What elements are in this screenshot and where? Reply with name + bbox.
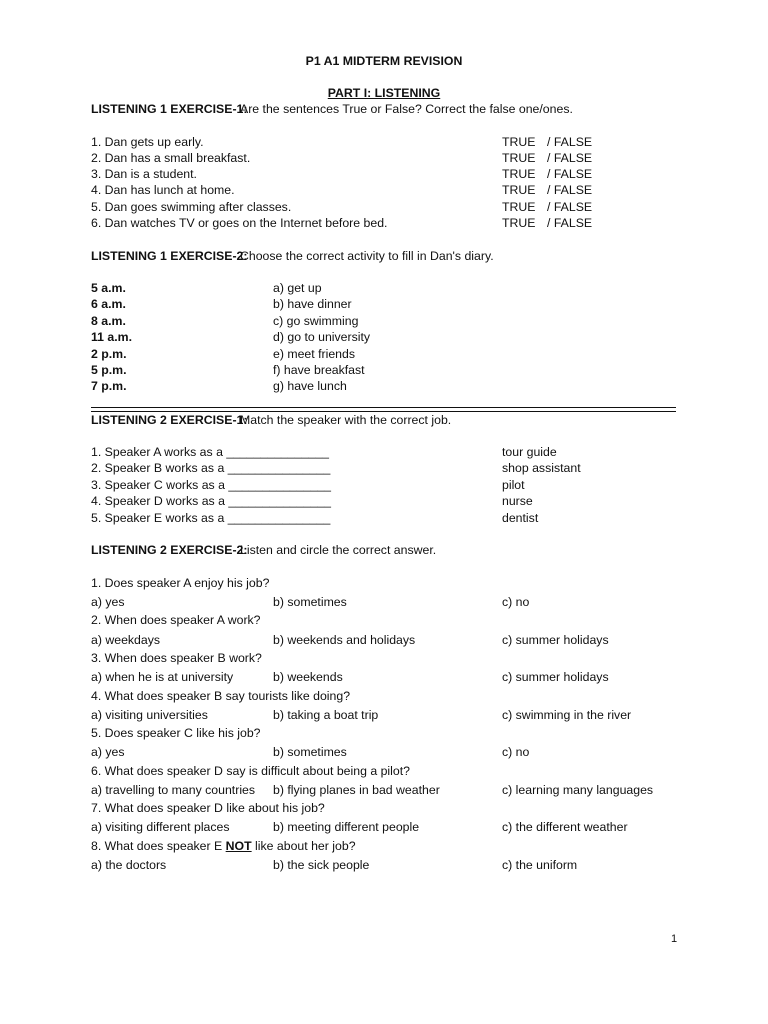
question-label: 5. Does speaker C like his job? <box>91 726 261 740</box>
question-label: 2. When does speaker A work? <box>91 613 261 627</box>
match-row <box>91 460 691 476</box>
answer-row <box>91 857 691 873</box>
answer-c[interactable]: c) the different weather <box>502 820 628 834</box>
answer-c[interactable]: c) learning many languages <box>502 783 654 797</box>
match-item[interactable]: 1. Speaker A works as a _______________ <box>91 445 329 459</box>
false-option[interactable]: / FALSE <box>547 183 593 197</box>
diary-row <box>91 346 691 362</box>
question-label: 6. What does speaker D say is difficult about being a pilot? <box>91 764 410 778</box>
answer-a[interactable]: a) the doctors <box>91 858 167 872</box>
answer-b[interactable]: b) weekends and holidays <box>273 633 416 647</box>
q8-pre: 8. What does speaker E <box>91 839 226 853</box>
question-label: 4. What does speaker B say tourists like doing? <box>91 689 351 703</box>
ex1-item <box>91 215 691 231</box>
q8-post: like about her job? <box>251 839 356 853</box>
ex4-heading <box>91 542 691 558</box>
question-label: 3. When does speaker B work? <box>91 651 262 665</box>
ex4-instruction: Listen and circle the correct answer. <box>240 543 437 557</box>
ex1-item-text: 3. Dan is a student. <box>91 167 197 181</box>
job-option: nurse <box>502 494 533 508</box>
answer-a[interactable]: a) yes <box>91 595 125 609</box>
answer-a[interactable]: a) yes <box>91 745 125 759</box>
diary-activity: a) get up <box>273 281 322 295</box>
diary-time: 5 p.m. <box>91 363 127 377</box>
answer-a[interactable]: a) travelling to many countries <box>91 783 256 797</box>
diary-time: 6 a.m. <box>91 297 126 311</box>
question-text <box>91 763 691 779</box>
ex1-item-text: 1. Dan gets up early. <box>91 135 204 149</box>
ex3-instruction: Match the speaker with the correct job. <box>240 413 452 427</box>
ex2-heading <box>91 248 691 264</box>
answer-c[interactable]: c) swimming in the river <box>502 708 632 722</box>
true-option[interactable]: TRUE <box>502 183 536 197</box>
diary-time: 8 a.m. <box>91 314 126 328</box>
diary-activity: d) go to university <box>273 330 371 344</box>
ex2-instruction: Choose the correct activity to fill in Dan's diary. <box>240 249 494 263</box>
page-number: 1 <box>671 933 678 945</box>
true-option[interactable]: TRUE <box>502 167 536 181</box>
diary-row <box>91 296 691 312</box>
answer-c[interactable]: c) no <box>502 745 530 759</box>
diary-time: 2 p.m. <box>91 347 127 361</box>
diary-activity: f) have breakfast <box>273 363 365 377</box>
answer-b[interactable]: b) the sick people <box>273 858 370 872</box>
question-text <box>91 650 691 666</box>
diary-activity: g) have lunch <box>273 379 347 393</box>
match-row <box>91 444 691 460</box>
answer-b[interactable]: b) sometimes <box>273 745 347 759</box>
question-text <box>91 612 691 628</box>
true-option[interactable]: TRUE <box>502 216 536 230</box>
answer-b[interactable]: b) sometimes <box>273 595 347 609</box>
diary-time: 5 a.m. <box>91 281 126 295</box>
question-text <box>91 575 691 591</box>
ex1-heading <box>91 101 691 117</box>
match-row <box>91 493 691 509</box>
ex1-item <box>91 134 691 150</box>
question-text <box>91 688 691 704</box>
ex4-label: LISTENING 2 EXERCISE-2: <box>91 543 248 557</box>
answer-row <box>91 707 691 723</box>
false-option[interactable]: / FALSE <box>547 135 593 149</box>
q8-emphasis: NOT <box>225 839 252 853</box>
true-option[interactable]: TRUE <box>502 151 536 165</box>
match-item[interactable]: 2. Speaker B works as a _______________ <box>91 461 331 475</box>
false-option[interactable]: / FALSE <box>547 167 593 181</box>
question-label: 7. What does speaker D like about his job? <box>91 801 325 815</box>
question-text <box>91 838 691 854</box>
ex1-item <box>91 150 691 166</box>
answer-row <box>91 744 691 760</box>
ex1-item <box>91 166 691 182</box>
diary-row <box>91 313 691 329</box>
match-item[interactable]: 3. Speaker C works as a _______________ <box>91 478 331 492</box>
job-option: tour guide <box>502 445 557 459</box>
diary-time: 11 a.m. <box>91 330 133 344</box>
ex1-item-text: 6. Dan watches TV or goes on the Internet before bed. <box>91 216 388 230</box>
false-option[interactable]: / FALSE <box>547 151 593 165</box>
answer-c[interactable]: c) summer holidays <box>502 670 609 684</box>
job-option: shop assistant <box>502 461 581 475</box>
ex1-label: LISTENING 1 EXERCISE-1: <box>91 102 248 116</box>
diary-row <box>91 280 691 296</box>
answer-b[interactable]: b) meeting different people <box>273 820 420 834</box>
diary-activity: e) meet friends <box>273 347 356 361</box>
ex3-heading <box>91 412 691 428</box>
ex1-item <box>91 182 691 198</box>
answer-a[interactable]: a) visiting different places <box>91 820 230 834</box>
ex3-label: LISTENING 2 EXERCISE-1: <box>91 413 248 427</box>
answer-c[interactable]: c) no <box>502 595 530 609</box>
diary-row <box>91 362 691 378</box>
match-item[interactable]: 4. Speaker D works as a _______________ <box>91 494 331 508</box>
ex1-item <box>91 199 691 215</box>
false-option[interactable]: / FALSE <box>547 216 593 230</box>
ex1-item-text: 4. Dan has lunch at home. <box>91 183 235 197</box>
match-row <box>91 477 691 493</box>
diary-activity: c) go swimming <box>273 314 359 328</box>
answer-row <box>91 669 691 685</box>
ex1-item-text: 2. Dan has a small breakfast. <box>91 151 251 165</box>
question-label: 1. Does speaker A enjoy his job? <box>91 576 270 590</box>
answer-b[interactable]: b) flying planes in bad weather <box>273 783 440 797</box>
question-text <box>91 725 691 741</box>
match-item[interactable]: 5. Speaker E works as a _______________ <box>91 511 331 525</box>
true-option[interactable]: TRUE <box>502 135 536 149</box>
answer-row <box>91 782 691 798</box>
ex1-item-text: 5. Dan goes swimming after classes. <box>91 200 292 214</box>
job-option: pilot <box>502 478 525 492</box>
match-row <box>91 510 691 526</box>
diary-row <box>91 329 691 345</box>
answer-row <box>91 632 691 648</box>
ex2-label: LISTENING 1 EXERCISE-2: <box>91 249 248 263</box>
answer-a[interactable]: a) weekdays <box>91 633 161 647</box>
diary-time: 7 p.m. <box>91 379 127 393</box>
question-text <box>91 800 691 816</box>
answer-a[interactable]: a) visiting universities <box>91 708 208 722</box>
false-option[interactable]: / FALSE <box>547 200 593 214</box>
job-option: dentist <box>502 511 539 525</box>
answer-row <box>91 819 691 835</box>
answer-c[interactable]: c) the uniform <box>502 858 578 872</box>
doc-title: P1 A1 MIDTERM REVISION <box>305 54 463 68</box>
diary-activity: b) have dinner <box>273 297 352 311</box>
diary-row <box>91 378 691 394</box>
answer-c[interactable]: c) summer holidays <box>502 633 609 647</box>
part-title: PART I: LISTENING <box>327 86 441 100</box>
ex1-instruction: Are the sentences True or False? Correct the false one/ones. <box>240 102 573 116</box>
answer-a[interactable]: a) when he is at university <box>91 670 234 684</box>
answer-b[interactable]: b) taking a boat trip <box>273 708 379 722</box>
answer-b[interactable]: b) weekends <box>273 670 343 684</box>
question-label-q8 <box>91 838 356 854</box>
true-option[interactable]: TRUE <box>502 200 536 214</box>
answer-row <box>91 594 691 610</box>
